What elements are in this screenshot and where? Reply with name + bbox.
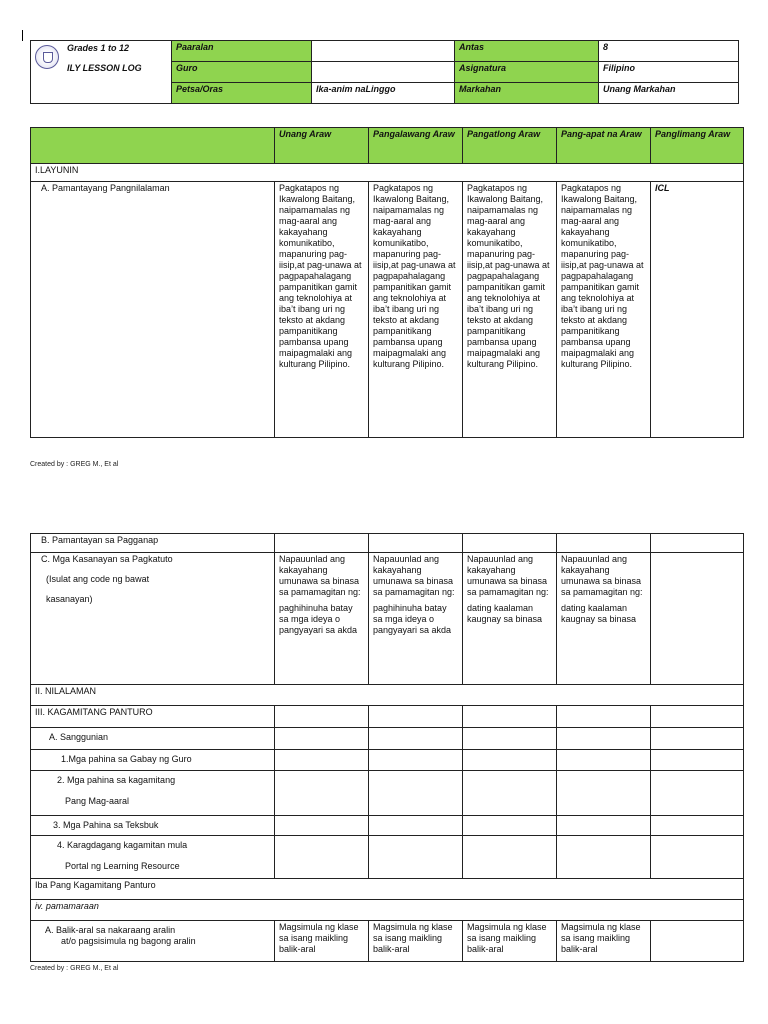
item2-day4[interactable] <box>557 771 651 816</box>
text-cursor <box>22 30 23 41</box>
value-asignatura[interactable]: Filipino <box>599 62 739 83</box>
item4-label-a: 4. Karagdagang kagamitan mula <box>57 840 188 850</box>
value-antas[interactable]: 8 <box>599 41 739 62</box>
sanggunian-day3[interactable] <box>463 728 557 750</box>
item4-label-b: Portal ng Learning Resource <box>65 861 180 871</box>
label-asignatura: Asignatura <box>455 62 599 83</box>
item3-day2[interactable] <box>369 816 463 836</box>
header-line2: ILY LESSON LOG <box>67 63 142 73</box>
label-antas: Antas <box>455 41 599 62</box>
label-guro: Guro <box>172 62 312 83</box>
sanggunian-day2[interactable] <box>369 728 463 750</box>
balik-aral-cell <box>31 921 275 962</box>
pagganap-day5[interactable] <box>651 534 744 553</box>
kasanayan-intro: Napauunlad ang kakayahang umunawa sa binasa sa pamamagitan ng: <box>561 554 643 597</box>
pamamaraan-row: iv. pamamaraan <box>31 900 744 921</box>
kasanayan-detail: dating kaalaman kaugnay sa binasa <box>467 603 543 624</box>
item4-day2[interactable] <box>369 836 463 879</box>
item4-day3[interactable] <box>463 836 557 879</box>
item2-day5[interactable] <box>651 771 744 816</box>
item2-day1[interactable] <box>275 771 369 816</box>
kasanayan-sub1: (Isulat ang code ng bawat <box>46 574 150 584</box>
kasanayan-detail: dating kaalaman kaugnay sa binasa <box>561 603 637 624</box>
day-header-5: Panglimang Araw <box>651 128 744 164</box>
kasanayan-label-cell <box>31 553 275 685</box>
item1-label: 1.Mga pahina sa Gabay ng Guro <box>31 750 275 771</box>
kasanayan-detail: paghihinuha batay sa mga ideya o pangyayari sa akda <box>279 603 358 635</box>
item2-label-b: Pang Mag-aaral <box>65 796 130 806</box>
pamantayang-day3[interactable]: Pagkatapos ng Ikawalong Baitang, naipamamalas ng mag-aaral ang kakayahang komunikatibo, mapanuring pag-iisip,at pag-unawa at pagpapahalagang pampanitikan gamit ang teknolohiya at iba’t ibang uri ng teksto at akdang pampanitikang pambansa upang maipagmalaki ang kulturang Pilipino. <box>463 182 557 438</box>
item4-day1[interactable] <box>275 836 369 879</box>
kagamitan-day1[interactable] <box>275 706 369 728</box>
header-line1: Grades 1 to 12 <box>67 43 130 53</box>
item1-day2[interactable] <box>369 750 463 771</box>
balik-aral-day5[interactable] <box>651 921 744 962</box>
pamantayang-day1[interactable]: Pagkatapos ng Ikawalong Baitang, naipamamalas ng mag-aaral ang kakayahang komunikatibo, mapanuring pag-iisip,at pag-unawa at pagpapahalagang pampanitikan gamit ang teknolohiya at iba’t ibang uri ng teksto at akdang pampanitikang pambansa upang maipagmalaki ang kulturang Pilipino. <box>275 182 369 438</box>
deped-seal-icon <box>35 45 59 69</box>
label-paaralan: Paaralan <box>172 41 312 62</box>
pagganap-day3[interactable] <box>463 534 557 553</box>
iba-pang-kagamitan-row: Iba Pang Kagamitang Panturo <box>31 879 744 900</box>
item3-day3[interactable] <box>463 816 557 836</box>
item1-day5[interactable] <box>651 750 744 771</box>
label-markahan: Markahan <box>455 83 599 104</box>
item4-cell <box>31 836 275 879</box>
kasanayan-day2[interactable] <box>369 553 463 685</box>
value-petsa[interactable]: Ika-anim naLinggo <box>312 83 455 104</box>
item3-label: 3. Mga Pahina sa Teksbuk <box>31 816 275 836</box>
value-markahan[interactable]: Unang Markahan <box>599 83 739 104</box>
lesson-table-1 <box>30 127 744 438</box>
section-layunin-title: I.LAYUNIN <box>31 164 744 182</box>
pamantayang-pangnilalaman-label: A. Pamantayang Pangnilalaman <box>31 182 275 438</box>
item2-day2[interactable] <box>369 771 463 816</box>
day-header-2: Pangalawang Araw <box>369 128 463 164</box>
credit-note-1: Created by : GREG M., Et al <box>30 461 119 468</box>
pamantayang-day2[interactable]: Pagkatapos ng Ikawalong Baitang, naipamamalas ng mag-aaral ang kakayahang komunikatibo, mapanuring pag-iisip,at pag-unawa at pagpapahalagang pampanitikan gamit ang teknolohiya at iba’t ibang uri ng teksto at akdang pampanitikang pambansa upang maipagmalaki ang kulturang Pilipino. <box>369 182 463 438</box>
item4-day4[interactable] <box>557 836 651 879</box>
kagamitan-day5[interactable] <box>651 706 744 728</box>
day-header-1: Unang Araw <box>275 128 369 164</box>
balik-aral-day4[interactable]: Magsimula ng klase sa isang maikling balik-aral <box>557 921 651 962</box>
kagamitan-day3[interactable] <box>463 706 557 728</box>
day-header-3: Pangatlong Araw <box>463 128 557 164</box>
item1-day3[interactable] <box>463 750 557 771</box>
sanggunian-day4[interactable] <box>557 728 651 750</box>
lesson-table-2 <box>30 533 744 962</box>
item3-day1[interactable] <box>275 816 369 836</box>
sanggunian-day5[interactable] <box>651 728 744 750</box>
kagamitan-day4[interactable] <box>557 706 651 728</box>
kasanayan-day3[interactable] <box>463 553 557 685</box>
kasanayan-intro: Napauunlad ang kakayahang umunawa sa binasa sa pamamagitan ng: <box>373 554 455 597</box>
kagamitan-label: III. KAGAMITANG PANTURO <box>31 706 275 728</box>
balik-aral-label-2: at/o pagsisimula ng bagong aralin <box>61 936 196 946</box>
kasanayan-day1[interactable] <box>275 553 369 685</box>
sanggunian-label: A. Sanggunian <box>31 728 275 750</box>
kasanayan-intro: Napauunlad ang kakayahang umunawa sa binasa sa pamamagitan ng: <box>467 554 549 597</box>
pagganap-day2[interactable] <box>369 534 463 553</box>
item4-day5[interactable] <box>651 836 744 879</box>
day-header-4: Pang-apat na Araw <box>557 128 651 164</box>
kasanayan-detail: paghihinuha batay sa mga ideya o pangyayari sa akda <box>373 603 452 635</box>
sanggunian-day1[interactable] <box>275 728 369 750</box>
value-guro[interactable] <box>312 62 455 83</box>
kasanayan-label: C. Mga Kasanayan sa Pagkatuto <box>41 554 173 564</box>
kasanayan-day5[interactable] <box>651 553 744 685</box>
kasanayan-sub2: kasanayan) <box>46 594 93 604</box>
pagganap-day1[interactable] <box>275 534 369 553</box>
kasanayan-intro: Napauunlad ang kakayahang umunawa sa binasa sa pamamagitan ng: <box>279 554 361 597</box>
balik-aral-day3[interactable]: Magsimula ng klase sa isang maikling balik-aral <box>463 921 557 962</box>
item2-cell <box>31 771 275 816</box>
balik-aral-day1[interactable]: Magsimula ng klase sa isang maikling balik-aral <box>275 921 369 962</box>
credit-note-2: Created by : GREG M., Et al <box>30 965 119 972</box>
item1-day1[interactable] <box>275 750 369 771</box>
item3-day4[interactable] <box>557 816 651 836</box>
pamantayan-pagganap-label: B. Pamantayan sa Pagganap <box>31 534 275 553</box>
kagamitan-day2[interactable] <box>369 706 463 728</box>
item1-day4[interactable] <box>557 750 651 771</box>
pamantayang-day4[interactable]: Pagkatapos ng Ikawalong Baitang, naipamamalas ng mag-aaral ang kakayahang komunikatibo, mapanuring pag-iisip,at pag-unawa at pagpapahalagang pampanitikan gamit ang teknolohiya at iba’t ibang uri ng teksto at akdang pampanitikang pambansa upang maipagmalaki ang kulturang Pilipino. <box>557 182 651 438</box>
label-petsa: Petsa/Oras <box>172 83 312 104</box>
pagganap-day4[interactable] <box>557 534 651 553</box>
pamantayang-day5[interactable]: ICL <box>651 182 744 438</box>
item3-day5[interactable] <box>651 816 744 836</box>
balik-aral-label-1: A. Balik-aral sa nakaraang aralin <box>45 925 176 935</box>
item2-label-a: 2. Mga pahina sa kagamitang <box>57 775 176 785</box>
balik-aral-day2[interactable]: Magsimula ng klase sa isang maikling balik-aral <box>369 921 463 962</box>
item2-day3[interactable] <box>463 771 557 816</box>
header-table <box>30 40 739 104</box>
deped-logo-cell <box>31 41 172 104</box>
nilalaman-row: II. NILALAMAN <box>31 685 744 706</box>
kasanayan-day4[interactable] <box>557 553 651 685</box>
value-paaralan[interactable] <box>312 41 455 62</box>
corner-header-cell <box>31 128 275 164</box>
